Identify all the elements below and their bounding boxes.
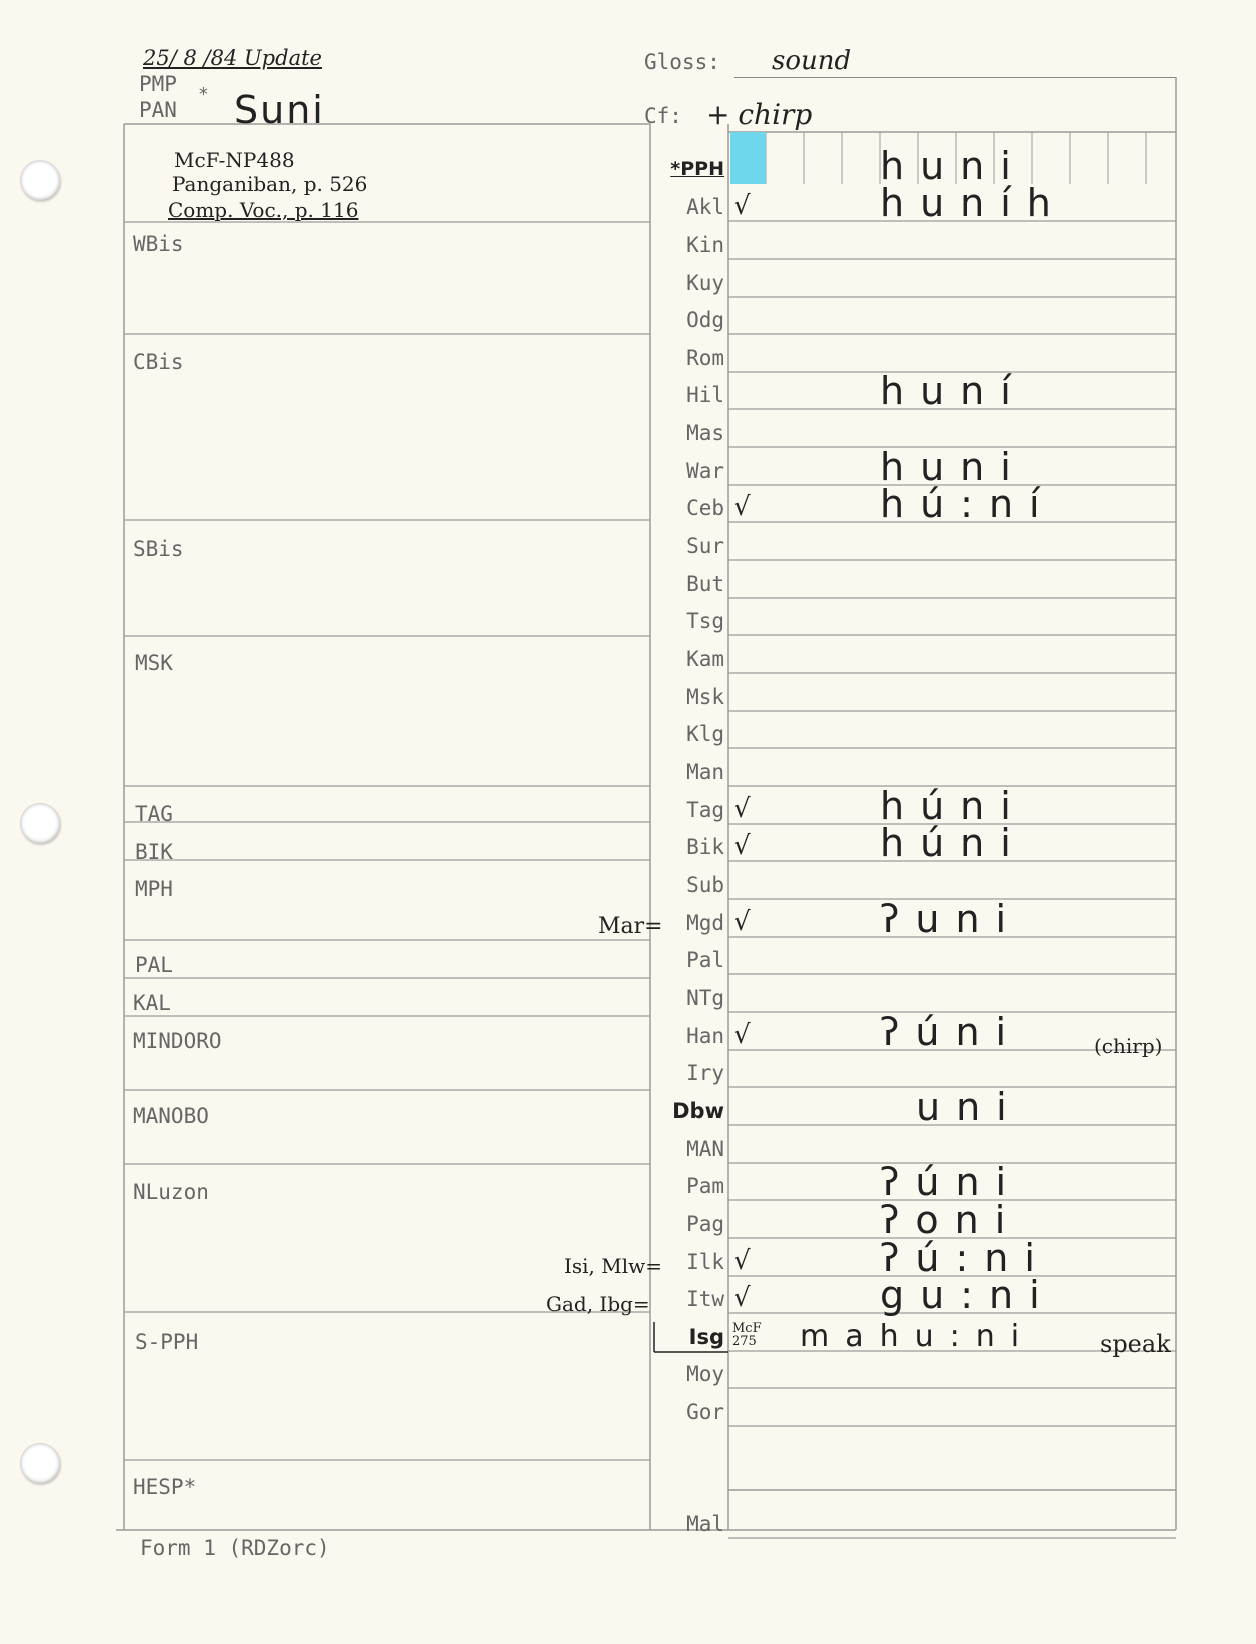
lang-code-pal: Pal	[686, 948, 724, 972]
region-kal: KAL	[133, 991, 171, 1015]
lang-code-tsg: Tsg	[686, 609, 724, 633]
lang-code-rom: Rom	[686, 346, 724, 370]
lang-code-war: War	[686, 459, 724, 483]
region-sbis: SBis	[133, 537, 184, 561]
check-mark-mgd: √	[734, 907, 751, 937]
region-hesp: HESP*	[133, 1475, 197, 1499]
check-mark-tag: √	[734, 794, 751, 824]
pmp-label: PMP	[139, 72, 177, 96]
lang-code-bik: Bik	[686, 835, 724, 859]
lang-code-sur: Sur	[686, 534, 724, 558]
star-mark: *	[198, 84, 209, 105]
reflex-ilk: ʔú:ni	[880, 1236, 1051, 1280]
reflex-pam: ʔúni	[880, 1160, 1023, 1204]
reflex-bik: húni	[880, 821, 1027, 865]
lang-code-pph: *PPH	[670, 158, 724, 180]
lang-code-mas: Mas	[686, 421, 724, 445]
lang-code-itw: Itw	[686, 1287, 724, 1311]
lang-code-but: But	[686, 572, 724, 596]
lang-code-klg: Klg	[686, 722, 724, 746]
region-cbis: CBis	[133, 350, 184, 374]
check-mark-ilk: √	[734, 1246, 751, 1276]
check-mark-bik: √	[734, 831, 751, 861]
reflex-pag: ʔoni	[880, 1198, 1022, 1242]
gloss-value: sound	[772, 46, 852, 76]
annotation-han-chirp: (chirp)	[1094, 1034, 1163, 1058]
reflex-mgd: ʔuni	[880, 897, 1023, 941]
annotation-isg-source: McF 275	[732, 1321, 762, 1349]
region-mph: MPH	[135, 877, 173, 901]
lang-code-mal: Mal	[686, 1512, 724, 1536]
region-pal: PAL	[135, 953, 173, 977]
lang-code-odg: Odg	[686, 308, 724, 332]
form-footer: Form 1 (RDZorc)	[140, 1536, 330, 1560]
lang-code-man: Man	[686, 760, 724, 784]
lang-code-iry: Iry	[686, 1061, 724, 1085]
region-mindoro: MINDORO	[133, 1029, 222, 1053]
lang-code-ilk: Ilk	[686, 1250, 724, 1274]
pan-label: PAN	[139, 98, 177, 122]
reflex-ceb: hú:ní	[880, 482, 1056, 526]
check-mark-ceb: √	[734, 492, 751, 522]
lang-code-kin: Kin	[686, 233, 724, 257]
lang-code-hil: Hil	[686, 383, 724, 407]
annotation-isg-speak: speak	[1100, 1330, 1171, 1358]
lang-code-man: MAN	[686, 1137, 724, 1161]
reflex-isg: mahu:ni	[800, 1319, 1036, 1354]
lang-code-kam: Kam	[686, 647, 724, 671]
reflex-akl: huníh	[880, 181, 1067, 225]
lang-code-moy: Moy	[686, 1362, 724, 1386]
lang-code-ntg: NTg	[686, 986, 724, 1010]
region-nluzon: NLuzon	[133, 1180, 209, 1204]
lang-code-msk: Msk	[686, 685, 724, 709]
region-wbis: WBis	[133, 232, 184, 256]
source-line-2: Panganiban, p. 526	[172, 172, 368, 196]
gloss-label: Gloss:	[644, 50, 720, 74]
reflex-dbw: uni	[916, 1085, 1023, 1129]
reconstruction: Suni	[234, 88, 325, 132]
region-bik: BIK	[135, 840, 173, 864]
reflex-itw: gu:ni	[880, 1273, 1056, 1317]
check-mark-han: √	[734, 1020, 751, 1050]
lang-code-akl: Akl	[686, 195, 724, 219]
cf-label: Cf:	[644, 104, 682, 128]
check-mark-akl: √	[734, 191, 751, 221]
annotation-gad-ibg: Gad, Ibg=	[546, 1292, 650, 1316]
reflex-war: huni	[880, 445, 1027, 489]
check-mark-itw: √	[734, 1283, 751, 1313]
pph-highlight-cell	[730, 132, 766, 184]
region-s-pph: S-PPH	[135, 1330, 199, 1354]
lang-code-tag: Tag	[686, 798, 724, 822]
lang-code-han: Han	[686, 1024, 724, 1048]
lang-code-mgd: Mgd	[686, 911, 724, 935]
date-note: 25/ 8 /84 Update	[143, 46, 322, 70]
source-line-3: Comp. Voc., p. 116	[168, 198, 359, 222]
reflex-han: ʔúni	[880, 1010, 1023, 1054]
region-msk: MSK	[135, 651, 173, 675]
annotation-isi-mlw: Isi, Mlw=	[564, 1254, 663, 1278]
cf-value: + chirp	[706, 98, 813, 131]
reflex-hil: huní	[880, 369, 1027, 413]
lang-code-kuy: Kuy	[686, 271, 724, 295]
region-manobo: MANOBO	[133, 1104, 209, 1128]
reflex-tag: húni	[880, 784, 1027, 828]
lang-code-pam: Pam	[686, 1174, 724, 1198]
lang-code-gor: Gor	[686, 1400, 724, 1424]
region-tag: TAG	[135, 802, 173, 826]
lang-code-dbw: Dbw	[672, 1099, 724, 1123]
reflex-pph: huni	[880, 144, 1027, 188]
source-line-1: McF-NP488	[174, 148, 295, 172]
lang-code-pag: Pag	[686, 1212, 724, 1236]
annotation-mar: Mar=	[598, 914, 663, 939]
lang-code-ceb: Ceb	[686, 496, 724, 520]
lang-code-isg: Isg	[688, 1325, 724, 1349]
lang-code-sub: Sub	[686, 873, 724, 897]
